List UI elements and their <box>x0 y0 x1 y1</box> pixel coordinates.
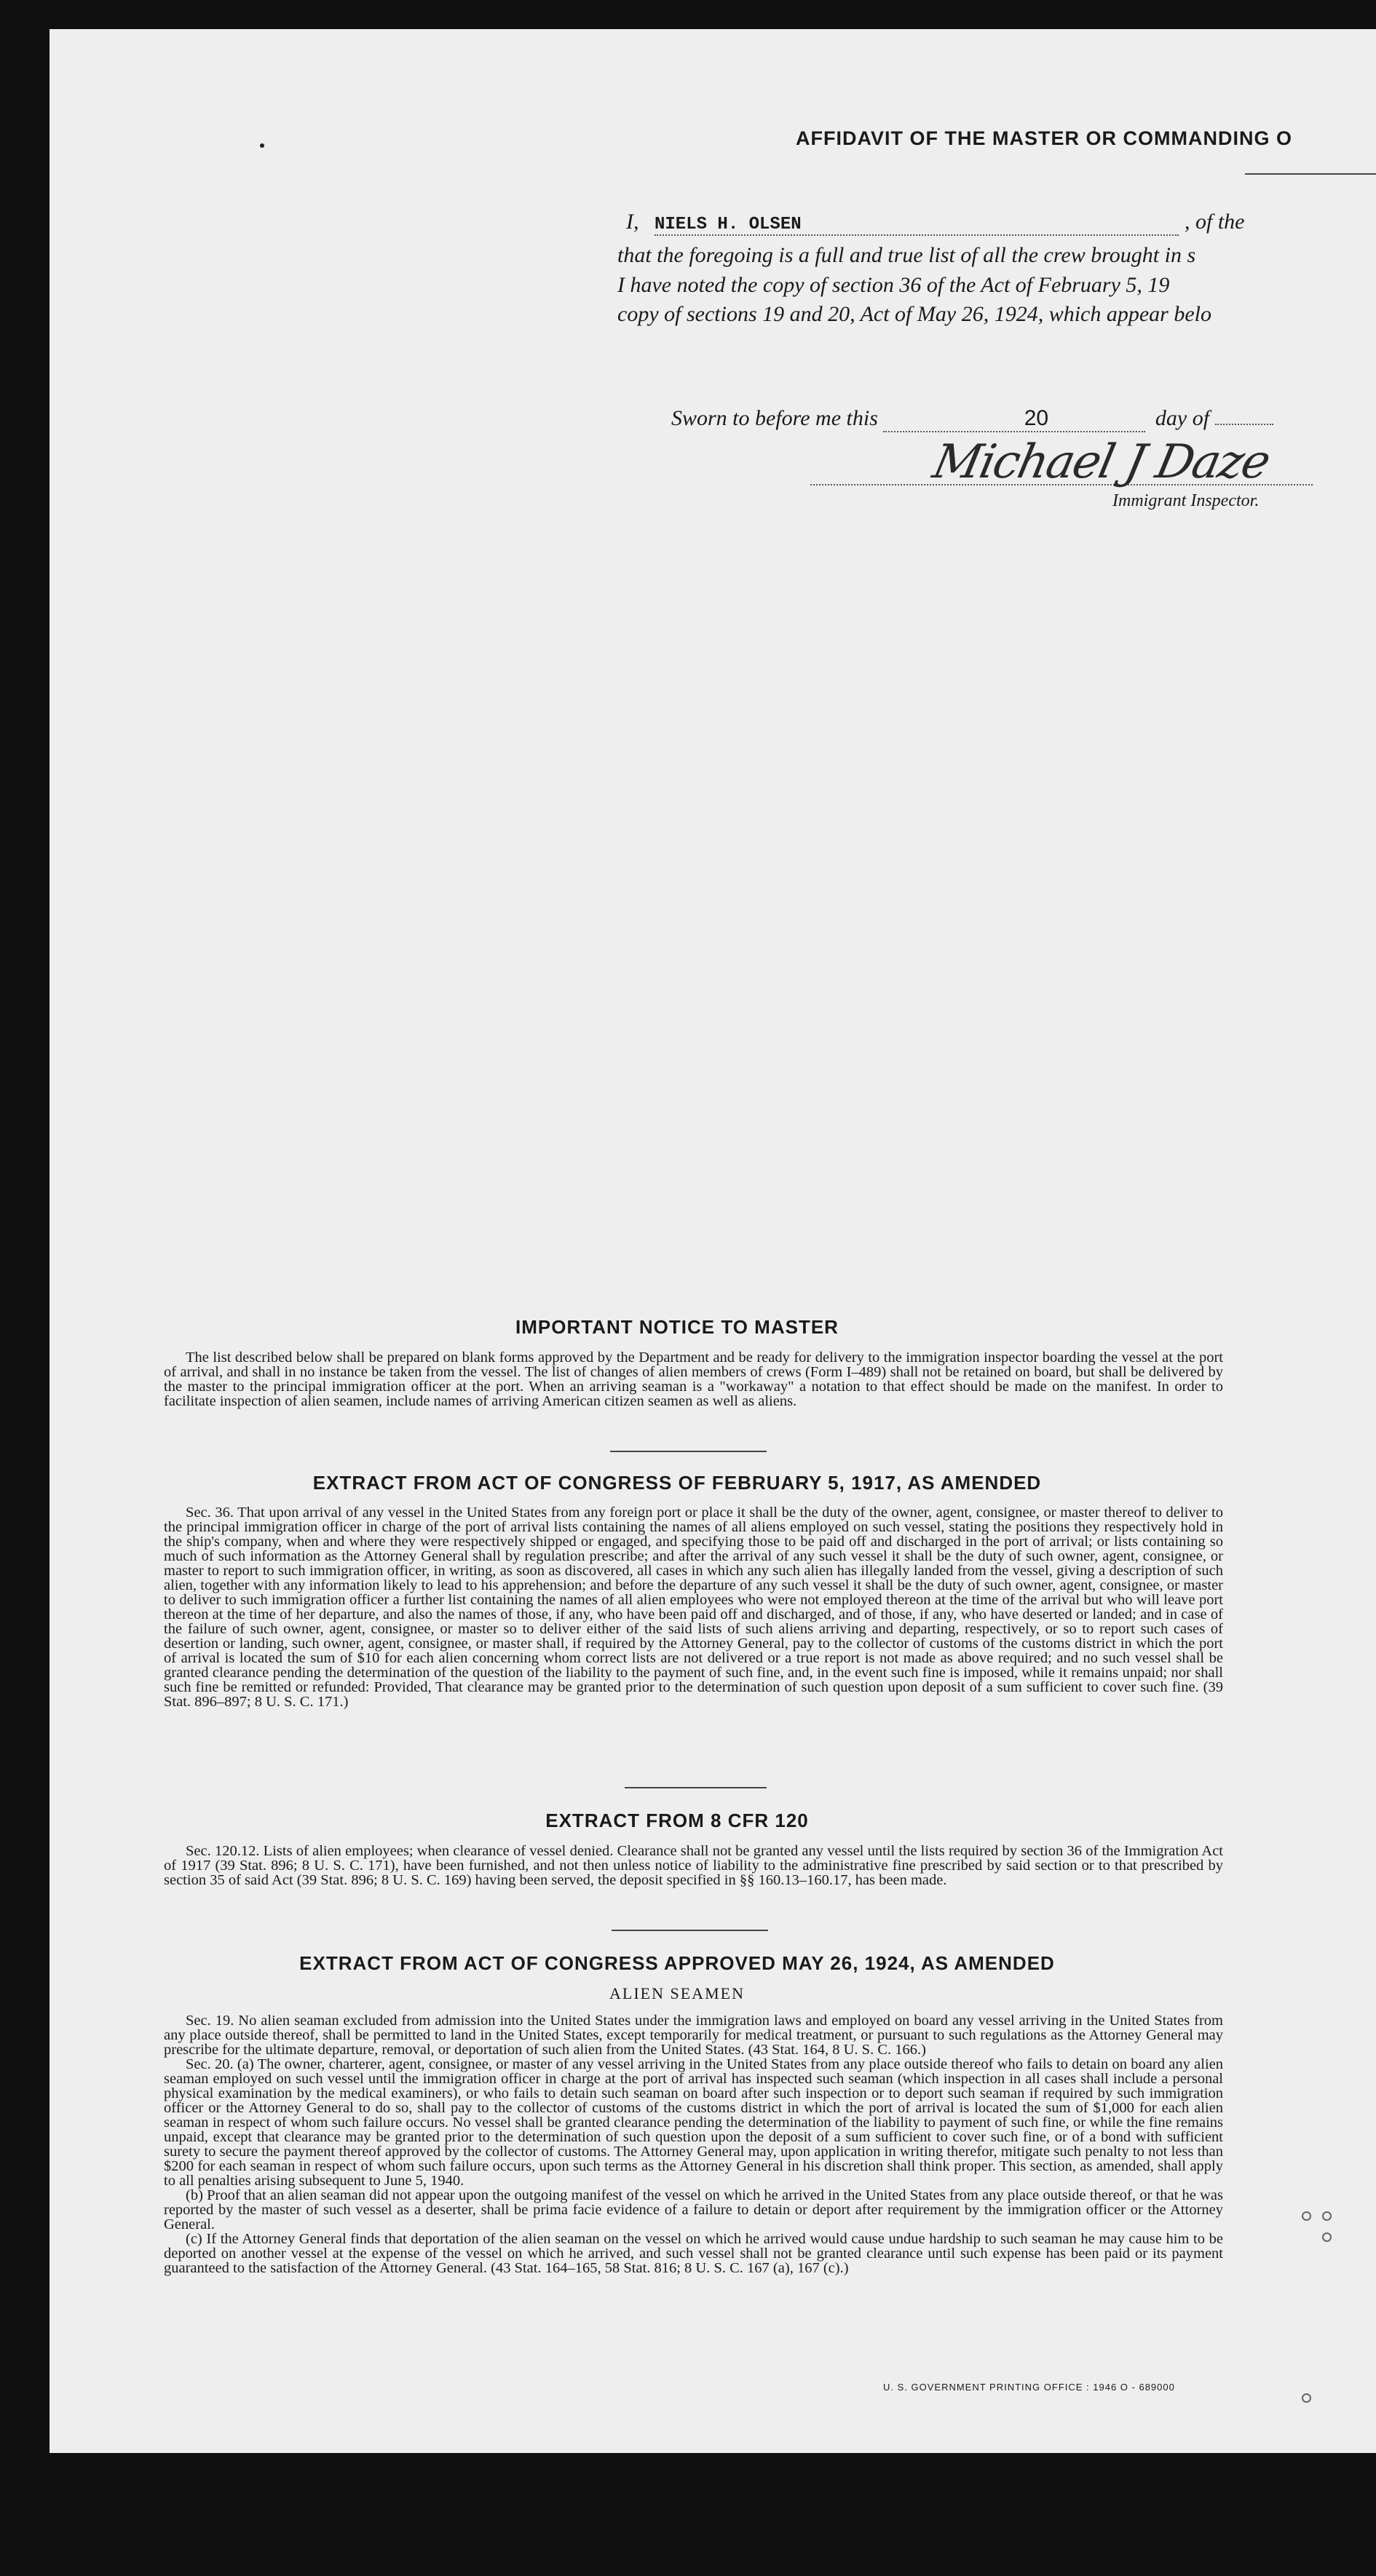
affidavit-line-1 <box>626 210 1245 236</box>
affidavit-line-3: I have noted the copy of section 36 of the Act of February 5, 19 <box>617 273 1170 297</box>
binding-hole <box>1322 2211 1332 2221</box>
notice-paragraph: The list described below shall be prepared on blank forms approved by the Department and be ready for delivery to the immigration inspector boarding the vessel at the port of arrival, and shall in no instance be taken from the vessel. The list of changes of alien members of crews (Form I–489) shall not be retained on board, but shall be delivered by the master to the principal immigration officer at the port. When an arriving seaman is a "workaway" a notation to that effect should be made on the manifest. In order to facilitate inspection of alien seamen, include names of arriving American citizen seamen as well as aliens. <box>164 1350 1223 1409</box>
inspector-title: Immigrant Inspector. <box>1112 491 1260 510</box>
extract-1917-paragraph: Sec. 36. That upon arrival of any vessel in the United States from any foreign port or place it shall be the duty of the owner, agent, consignee, or master thereof to deliver to the principal immigration officer in charge of the port of arrival lists containing the names of all aliens employed on such vessel, stating the positions they respectively hold in the ship's company, when and where they were respectively shipped or engaged, and specifying those to be paid off and discharged in the port of arrival; or lists containing so much of such information as the Attorney General shall by regulation prescribe; and after the arrival of any such vessel it shall be the duty of such owner, agent, consignee, or master to report to such immigration officer, in writing, as soon as discovered, all cases in which any such alien has illegally landed from the vessel, giving a description of such alien, together with any information likely to lead to his apprehension; and before the departure of any such vessel it shall be the duty of such owner, agent, consignee, or master to deliver to such immigration officer a further list containing the names of all alien employees who were not employed thereon at the time of the arrival but who will leave port thereon at the time of her departure, and also the names of those, if any, who have been paid off and discharged, and of those, if any, who have deserted or landed; and in case of the failure of such owner, agent, consignee, or master so to deliver either of the said lists of such aliens arriving and departing, respectively, or so to report such cases of desertion or landing, such owner, agent, consignee, or master shall, if required by the Attorney General, pay to the collector of customs of the customs district in which the port of arrival is located the sum of $10 for each alien concerning whom correct lists are not delivered or a true report is not made as above required; and no such vessel shall be granted clearance pending the determination of the question of the liability to the payment of such fine, and, in the event such fine is imposed, while it remains unpaid; nor shall such fine be remitted or refunded: Provided, That clearance may be granted prior to the determination of such question upon deposit of a sum sufficient to cover such fine. (39 Stat. 896–897; 8 U. S. C. 171.) <box>164 1505 1223 1710</box>
extract-1917-title: EXTRACT FROM ACT OF CONGRESS OF FEBRUARY 5, 1917, AS AMENDED <box>312 1472 1042 1494</box>
cfr-paragraph: Sec. 120.12. Lists of alien employees; when clearance of vessel denied. Clearance shall not be granted any vessel until the lists required by section 36 of the Immigration Act of 1917 (39 Stat. 896; 8 U. S. C. 171), have been furnished, and not then unless notice of liability to the administrative fine prescribed by said section or to that prescribed by section 35 of said Act (39 Stat. 896; 8 U. S. C. 169) having been served, the deposit specified in §§ 160.13–160.17, has been made. <box>164 1843 1223 1888</box>
affidavit-line1-suffix: , of the <box>1185 210 1245 234</box>
extract-1924-title: EXTRACT FROM ACT OF CONGRESS APPROVED MAY 26, 1924, AS AMENDED <box>299 1952 1055 1974</box>
extract-1924-paragraph-sec20c: (c) If the Attorney General finds that deportation of the alien seaman on the vessel on which he arrived would cause undue hardship to such seaman he may cause him to be deported on another vessel at the expense of the vessel on which he arrived, and such vessel shall not be granted clearance until such expense has been paid or its payment guaranteed to the satisfaction of the Attorney General. (43 Stat. 164–165, 58 Stat. 816; 8 U. S. C. 167 (a), 167 (c).) <box>164 2231 1223 2276</box>
affidavit-line-4: copy of sections 19 and 20, Act of May 26, 1924, which appear belo <box>617 302 1211 326</box>
sworn-prefix: Sworn to before me this <box>671 406 878 430</box>
inspector-signature: Michael J Daze <box>928 435 1274 489</box>
notice-title: IMPORTANT NOTICE TO MASTER <box>515 1316 839 1338</box>
master-name: NIELS H. OLSEN <box>655 215 802 234</box>
margin-mark <box>260 143 264 148</box>
notice-text <box>164 1350 1223 1408</box>
extract-1924-paragraph-sec20a: Sec. 20. (a) The owner, charterer, agent, consignee, or master of any vessel arriving in the United States from any place outside thereof who fails to detain on board any alien seaman employed on such vessel until the immigration officer in charge at the port of arrival has inspected such seaman (which inspection in all cases shall include a personal physical examination by the medical examiners), or who fails to detain such seaman on board after such inspection or to deport such seaman if required by such immigration officer or the Attorney General to do so, shall pay to the collector of customs of the customs district in which the port of arrival is located the sum of $1,000 for each alien seaman in respect of whom such failure occurs. No vessel shall be granted clearance pending the determination of the liability to payment of such fine, or while the fine remains unpaid, except that clearance may be granted prior to the determination of such question upon the deposit of a sum sufficient to cover such fine, or of a bond with sufficient surety to secure the payment thereof approved by the collector of customs. The Attorney General may, upon application in writing therefor, mitigate such penalty to not less than $200 for each seaman in respect of whom such failure occurs, upon such terms as the Attorney General in his discretion shall think proper. This section, as amended, shall apply to all penalties arising subsequent to June 5, 1940. <box>164 2056 1223 2189</box>
affidavit-title: AFFIDAVIT OF THE MASTER OR COMMANDING O <box>796 127 1292 149</box>
cfr-text <box>164 1844 1223 1887</box>
section-divider-1 <box>610 1451 767 1452</box>
cfr-title: EXTRACT FROM 8 CFR 120 <box>545 1810 809 1831</box>
section-divider-2 <box>625 1787 767 1788</box>
master-name-field <box>655 210 1179 236</box>
extract-1924-subtitle: ALIEN SEAMEN <box>609 1984 745 2002</box>
section-divider-3 <box>612 1930 768 1931</box>
printing-office-footer: U. S. GOVERNMENT PRINTING OFFICE : 1946 O - 689000 <box>883 2382 1175 2393</box>
extract-1924-paragraph-sec19: Sec. 19. No alien seaman excluded from admission into the United States under the immigration laws and employed on board any vessel arriving in the United States from any place outside thereof, shall be permitted to land in the United States, except temporarily for medical treatment, or pursuant to such regulations as the Attorney General may prescribe for the ultimate departure, removal, or deportation of such alien from the United States. (43 Stat. 164, 8 U. S. C. 166.) <box>164 2013 1223 2058</box>
sworn-month-field <box>1215 424 1273 425</box>
binding-hole <box>1302 2393 1311 2403</box>
sworn-day: 20 <box>1024 406 1049 430</box>
extract-1924-text <box>164 2013 1223 2275</box>
binding-hole <box>1302 2211 1311 2221</box>
affidavit-line-2: that the foregoing is a full and true list of all the crew brought in s <box>617 243 1196 267</box>
affidavit-line1-prefix: I, <box>626 210 639 234</box>
affidavit-title-rule <box>1245 173 1376 175</box>
sworn-day-field <box>883 406 1145 432</box>
sworn-line <box>671 406 1273 432</box>
sworn-suffix: day of <box>1155 406 1210 430</box>
extract-1924-paragraph-sec20b: (b) Proof that an alien seaman did not appear upon the outgoing manifest of the vessel on which he arrived in the United States from any place outside thereof, or that he was reported by the master of such vessel as a deserter, shall be prima facie evidence of a failure to detain or deport after requirement by the immigration officer or the Attorney General. <box>164 2187 1223 2232</box>
binding-hole <box>1322 2232 1332 2242</box>
extract-1917-text <box>164 1505 1223 1709</box>
